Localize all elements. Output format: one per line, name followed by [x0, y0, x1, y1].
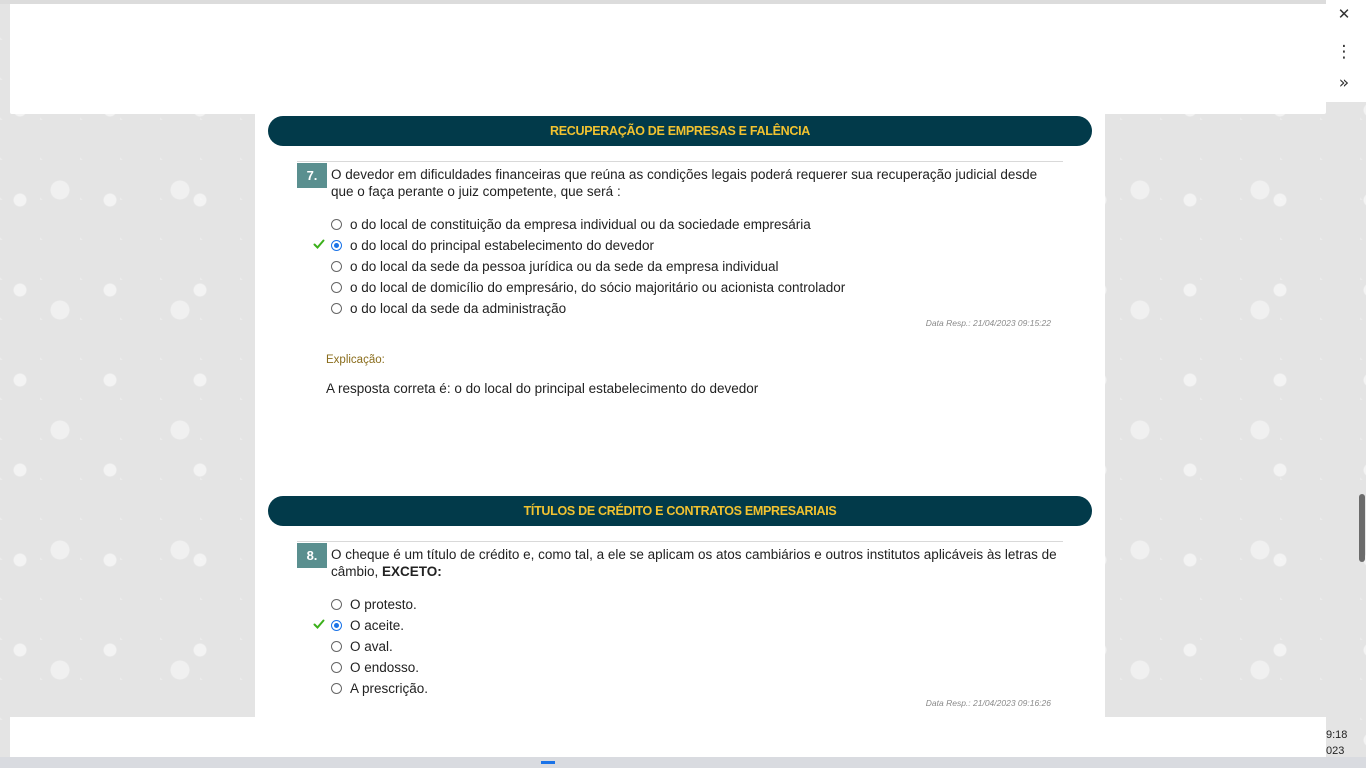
more-vertical-icon: ⋮: [1335, 42, 1353, 62]
question-text-emphasis: EXCETO:: [382, 564, 442, 579]
radio-button[interactable]: [331, 303, 342, 314]
question-number: 8.: [297, 543, 327, 568]
expand-button[interactable]: [1330, 71, 1358, 95]
double-chevron-right-icon: »: [1338, 73, 1350, 93]
option-c[interactable]: [331, 256, 779, 277]
scrollbar-thumb[interactable]: [1359, 494, 1365, 562]
option-b[interactable]: [331, 235, 654, 256]
section-title: RECUPERAÇÃO DE EMPRESAS E FALÊNCIA: [550, 124, 810, 138]
radio-button[interactable]: [331, 282, 342, 293]
question-7: [297, 161, 1063, 382]
taskbar-active-indicator: [541, 761, 555, 764]
bottom-overlay-panel: [10, 717, 1326, 757]
section-header-recuperacao: [268, 116, 1092, 146]
option-b[interactable]: [331, 615, 404, 636]
taskbar-clock[interactable]: [1326, 727, 1366, 759]
question-8: [297, 541, 1063, 722]
taskbar: [0, 757, 1366, 768]
response-date: Data Resp.: 21/04/2023 09:15:22: [925, 318, 1051, 328]
close-icon: ✕: [1337, 5, 1351, 23]
question-number: 7.: [297, 163, 327, 188]
option-label: O protesto.: [350, 597, 417, 612]
correct-check-icon: [313, 618, 325, 630]
more-options-button[interactable]: [1330, 40, 1358, 64]
option-label: o do local da sede da administração: [350, 301, 567, 316]
option-label: A prescrição.: [350, 681, 429, 696]
radio-button[interactable]: [331, 599, 342, 610]
radio-button-selected[interactable]: [331, 240, 342, 251]
radio-button[interactable]: [331, 219, 342, 230]
radio-button[interactable]: [331, 261, 342, 272]
option-c[interactable]: [331, 636, 393, 657]
option-label: o do local de domicílio do empresário, do sócio majoritário ou acionista controlador: [350, 280, 846, 295]
option-d[interactable]: [331, 657, 419, 678]
radio-button[interactable]: [331, 683, 342, 694]
question-text-main: O cheque é um título de crédito e, como tal, a ele se aplicam os atos cambiários e outros institutos aplicáveis às letras de câmbio,: [331, 547, 1057, 579]
option-label: o do local de constituição da empresa individual ou da sociedade empresária: [350, 217, 811, 232]
section-title: TÍTULOS DE CRÉDITO E CONTRATOS EMPRESARIAIS: [523, 504, 837, 518]
question-text: [331, 546, 1063, 580]
exam-card: [255, 114, 1105, 718]
close-button[interactable]: [1330, 2, 1358, 26]
option-a[interactable]: [331, 214, 811, 235]
radio-button-selected[interactable]: [331, 620, 342, 631]
option-e[interactable]: [331, 678, 428, 699]
option-label: o do local do principal estabelecimento do devedor: [350, 238, 654, 253]
question-text: O devedor em dificuldades financeiras que reúna as condições legais poderá requerer sua recuperação judicial desde que o faça perante o juiz competente, que será :: [331, 167, 1038, 199]
radio-button[interactable]: [331, 662, 342, 673]
option-label: O aceite.: [350, 618, 405, 633]
option-a[interactable]: [331, 594, 417, 615]
clock-time: 9:18: [1326, 729, 1348, 741]
option-d[interactable]: [331, 277, 845, 298]
response-date: Data Resp.: 21/04/2023 09:16:26: [925, 698, 1051, 708]
explanation-text: A resposta correta é: o do local do principal estabelecimento do devedor: [326, 381, 759, 396]
clock-date: 023: [1326, 745, 1345, 757]
section-header-titulos: [268, 496, 1092, 526]
option-e[interactable]: [331, 298, 566, 319]
correct-check-icon: [313, 238, 325, 250]
explanation-label: Explicação:: [326, 354, 385, 366]
option-label: O aval.: [350, 639, 393, 654]
option-label: o do local da sede da pessoa jurídica ou da sede da empresa individual: [350, 259, 779, 274]
radio-button[interactable]: [331, 641, 342, 652]
option-label: O endosso.: [350, 660, 420, 675]
top-overlay-panel: [10, 4, 1326, 114]
